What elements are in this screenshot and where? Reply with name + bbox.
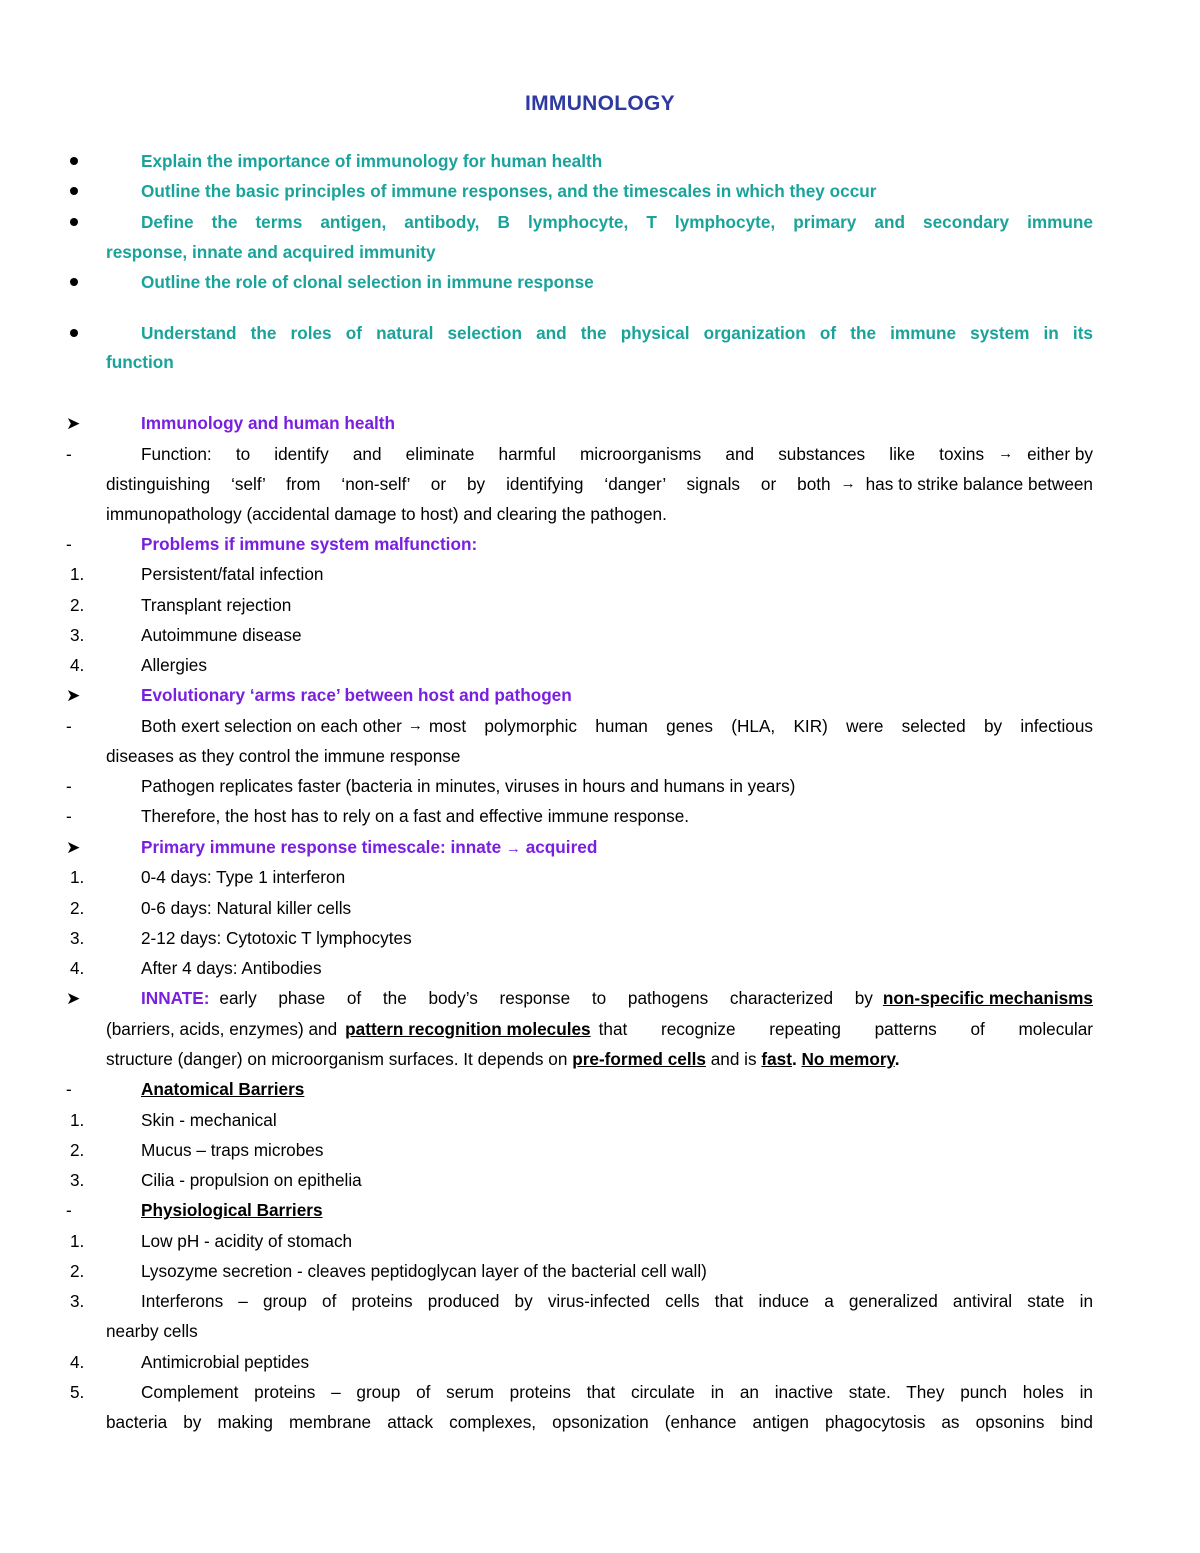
paragraph-line: diseases as they control the immune response	[106, 746, 461, 766]
list-number: 2.	[70, 1140, 85, 1160]
bullet-icon	[70, 157, 78, 165]
paragraph-line: Pathogen replicates faster (bacteria in minutes, viruses in hours and humans in years)	[141, 776, 796, 796]
list-item: Cilia - propulsion on epithelia	[141, 1170, 362, 1190]
list-number: 3.	[70, 625, 85, 645]
chevron-icon: ➤	[66, 988, 81, 1008]
chevron-icon: ➤	[66, 685, 81, 705]
list-number: 1.	[70, 867, 85, 887]
subheading: Physiological Barriers	[141, 1200, 323, 1220]
text-segment: (barriers, acids, enzymes) and	[106, 1019, 338, 1039]
list-item: 2-12 days: Cytotoxic T lymphocytes	[141, 928, 412, 948]
text-segment: .	[791, 1049, 797, 1069]
list-number: 2.	[70, 595, 85, 615]
text-segment: most polymorphic human genes (HLA, KIR) were selected by infectious	[428, 716, 1093, 736]
objective-text: Define the terms antigen, antibody, B lymphocyte, T lymphocyte, primary and secondary immune	[141, 212, 1093, 232]
list-item: Mucus – traps microbes	[141, 1140, 324, 1160]
bullet-icon	[70, 187, 78, 195]
objective-text-cont: response, innate and acquired immunity	[106, 242, 436, 262]
emphasis-text: No memory	[801, 1049, 895, 1069]
list-item-cont: nearby cells	[106, 1321, 198, 1341]
paragraph-line	[141, 711, 1093, 741]
list-item: Persistent/fatal infection	[141, 564, 324, 584]
bullet-icon	[70, 329, 78, 337]
objective-text: Understand the roles of natural selection and the physical organization of the immune system in its	[141, 323, 1093, 343]
text-segment: Both exert selection on each other	[141, 716, 402, 736]
arrow-icon: →	[998, 445, 1014, 462]
text-segment: distinguishing ‘self’ from ‘non-self’ or by identifying ‘danger’ signals or both	[106, 474, 831, 494]
dash-marker: -	[66, 776, 72, 796]
text-segment: .	[894, 1049, 900, 1069]
bullet-icon	[70, 218, 78, 226]
list-item: Autoimmune disease	[141, 625, 302, 645]
dash-marker: -	[66, 1079, 72, 1099]
list-number: 3.	[70, 928, 85, 948]
list-item-cont: bacteria by making membrane attack complexes, opsonization (enhance antigen phagocytosis as opsonins bind	[106, 1412, 1093, 1432]
text-segment: structure (danger) on microorganism surfaces. It depends on	[106, 1049, 568, 1069]
text-segment: has to strike balance between	[865, 474, 1093, 494]
text-segment: either by	[1027, 444, 1093, 464]
heading-part: Primary immune response timescale: innate	[141, 837, 502, 857]
dash-marker: -	[66, 534, 72, 554]
dash-marker: -	[66, 444, 72, 464]
list-number: 1.	[70, 1110, 85, 1130]
list-item: Low pH - acidity of stomach	[141, 1231, 353, 1251]
text-segment: early phase of the body’s response to pathogens characterized by	[219, 988, 873, 1008]
list-number: 5.	[70, 1382, 85, 1402]
list-number: 1.	[70, 1231, 85, 1251]
list-number: 1.	[70, 564, 85, 584]
bullet-icon	[70, 278, 78, 286]
heading-part: acquired	[525, 837, 598, 857]
list-number: 4.	[70, 655, 85, 675]
list-item: 0-6 days: Natural killer cells	[141, 898, 352, 918]
arrow-icon: →	[840, 475, 856, 492]
arrow-icon: →	[407, 717, 423, 734]
section-heading	[141, 832, 597, 864]
paragraph-line	[106, 1014, 1093, 1044]
paragraph-line: Therefore, the host has to rely on a fast and effective immune response.	[141, 806, 690, 826]
list-number: 3.	[70, 1170, 85, 1190]
list-number: 4.	[70, 958, 85, 978]
dash-marker: -	[66, 716, 72, 736]
emphasis-text: non-specific mechanisms	[882, 988, 1093, 1008]
objective-text: Explain the importance of immunology for human health	[141, 151, 603, 171]
list-number: 4.	[70, 1352, 85, 1372]
paragraph-line: immunopathology (accidental damage to host) and clearing the pathogen.	[106, 504, 667, 524]
text-segment: and is	[710, 1049, 757, 1069]
text-segment: that recognize repeating patterns of molecular	[598, 1019, 1093, 1039]
list-number: 3.	[70, 1291, 85, 1311]
chevron-icon: ➤	[66, 837, 81, 857]
list-item: 0-4 days: Type 1 interferon	[141, 867, 346, 887]
subheading: Anatomical Barriers	[141, 1079, 305, 1099]
list-item: Lysozyme secretion - cleaves peptidoglycan layer of the bacterial cell wall)	[141, 1261, 707, 1281]
emphasis-text: pre-formed cells	[572, 1049, 706, 1069]
list-item: Interferons – group of proteins produced by virus-infected cells that induce a generalized antiviral state in	[141, 1291, 1093, 1311]
dash-marker: -	[66, 1200, 72, 1220]
objective-text-cont: function	[106, 352, 174, 372]
list-item: Complement proteins – group of serum proteins that circulate in an inactive state. They punch holes in	[141, 1382, 1093, 1402]
list-item: After 4 days: Antibodies	[141, 958, 322, 978]
subheading: Problems if immune system malfunction:	[141, 534, 478, 554]
objective-text: Outline the basic principles of immune responses, and the timescales in which they occur	[141, 181, 877, 201]
emphasis-text: fast	[761, 1049, 792, 1069]
section-heading: Evolutionary ‘arms race’ between host and pathogen	[141, 685, 572, 705]
dash-marker: -	[66, 806, 72, 826]
list-item: Skin - mechanical	[141, 1110, 277, 1130]
section-heading: Immunology and human health	[141, 413, 396, 433]
paragraph-line	[106, 469, 1093, 499]
text-segment: Function: to identify and eliminate harmful microorganisms and substances like toxins	[141, 444, 985, 464]
chevron-icon: ➤	[66, 413, 81, 433]
innate-label: INNATE:	[141, 988, 210, 1008]
list-item: Allergies	[141, 655, 207, 675]
page-title: IMMUNOLOGY	[525, 92, 675, 115]
paragraph-line	[141, 983, 1093, 1013]
arrow-icon: →	[505, 840, 521, 857]
list-item: Transplant rejection	[141, 595, 292, 615]
objective-text: Outline the role of clonal selection in immune response	[141, 272, 594, 292]
list-number: 2.	[70, 1261, 85, 1281]
list-number: 2.	[70, 898, 85, 918]
emphasis-text: pattern recognition molecules	[345, 1019, 591, 1039]
list-item: Antimicrobial peptides	[141, 1352, 310, 1372]
paragraph-line	[106, 1044, 1093, 1074]
paragraph-line	[141, 439, 1093, 469]
